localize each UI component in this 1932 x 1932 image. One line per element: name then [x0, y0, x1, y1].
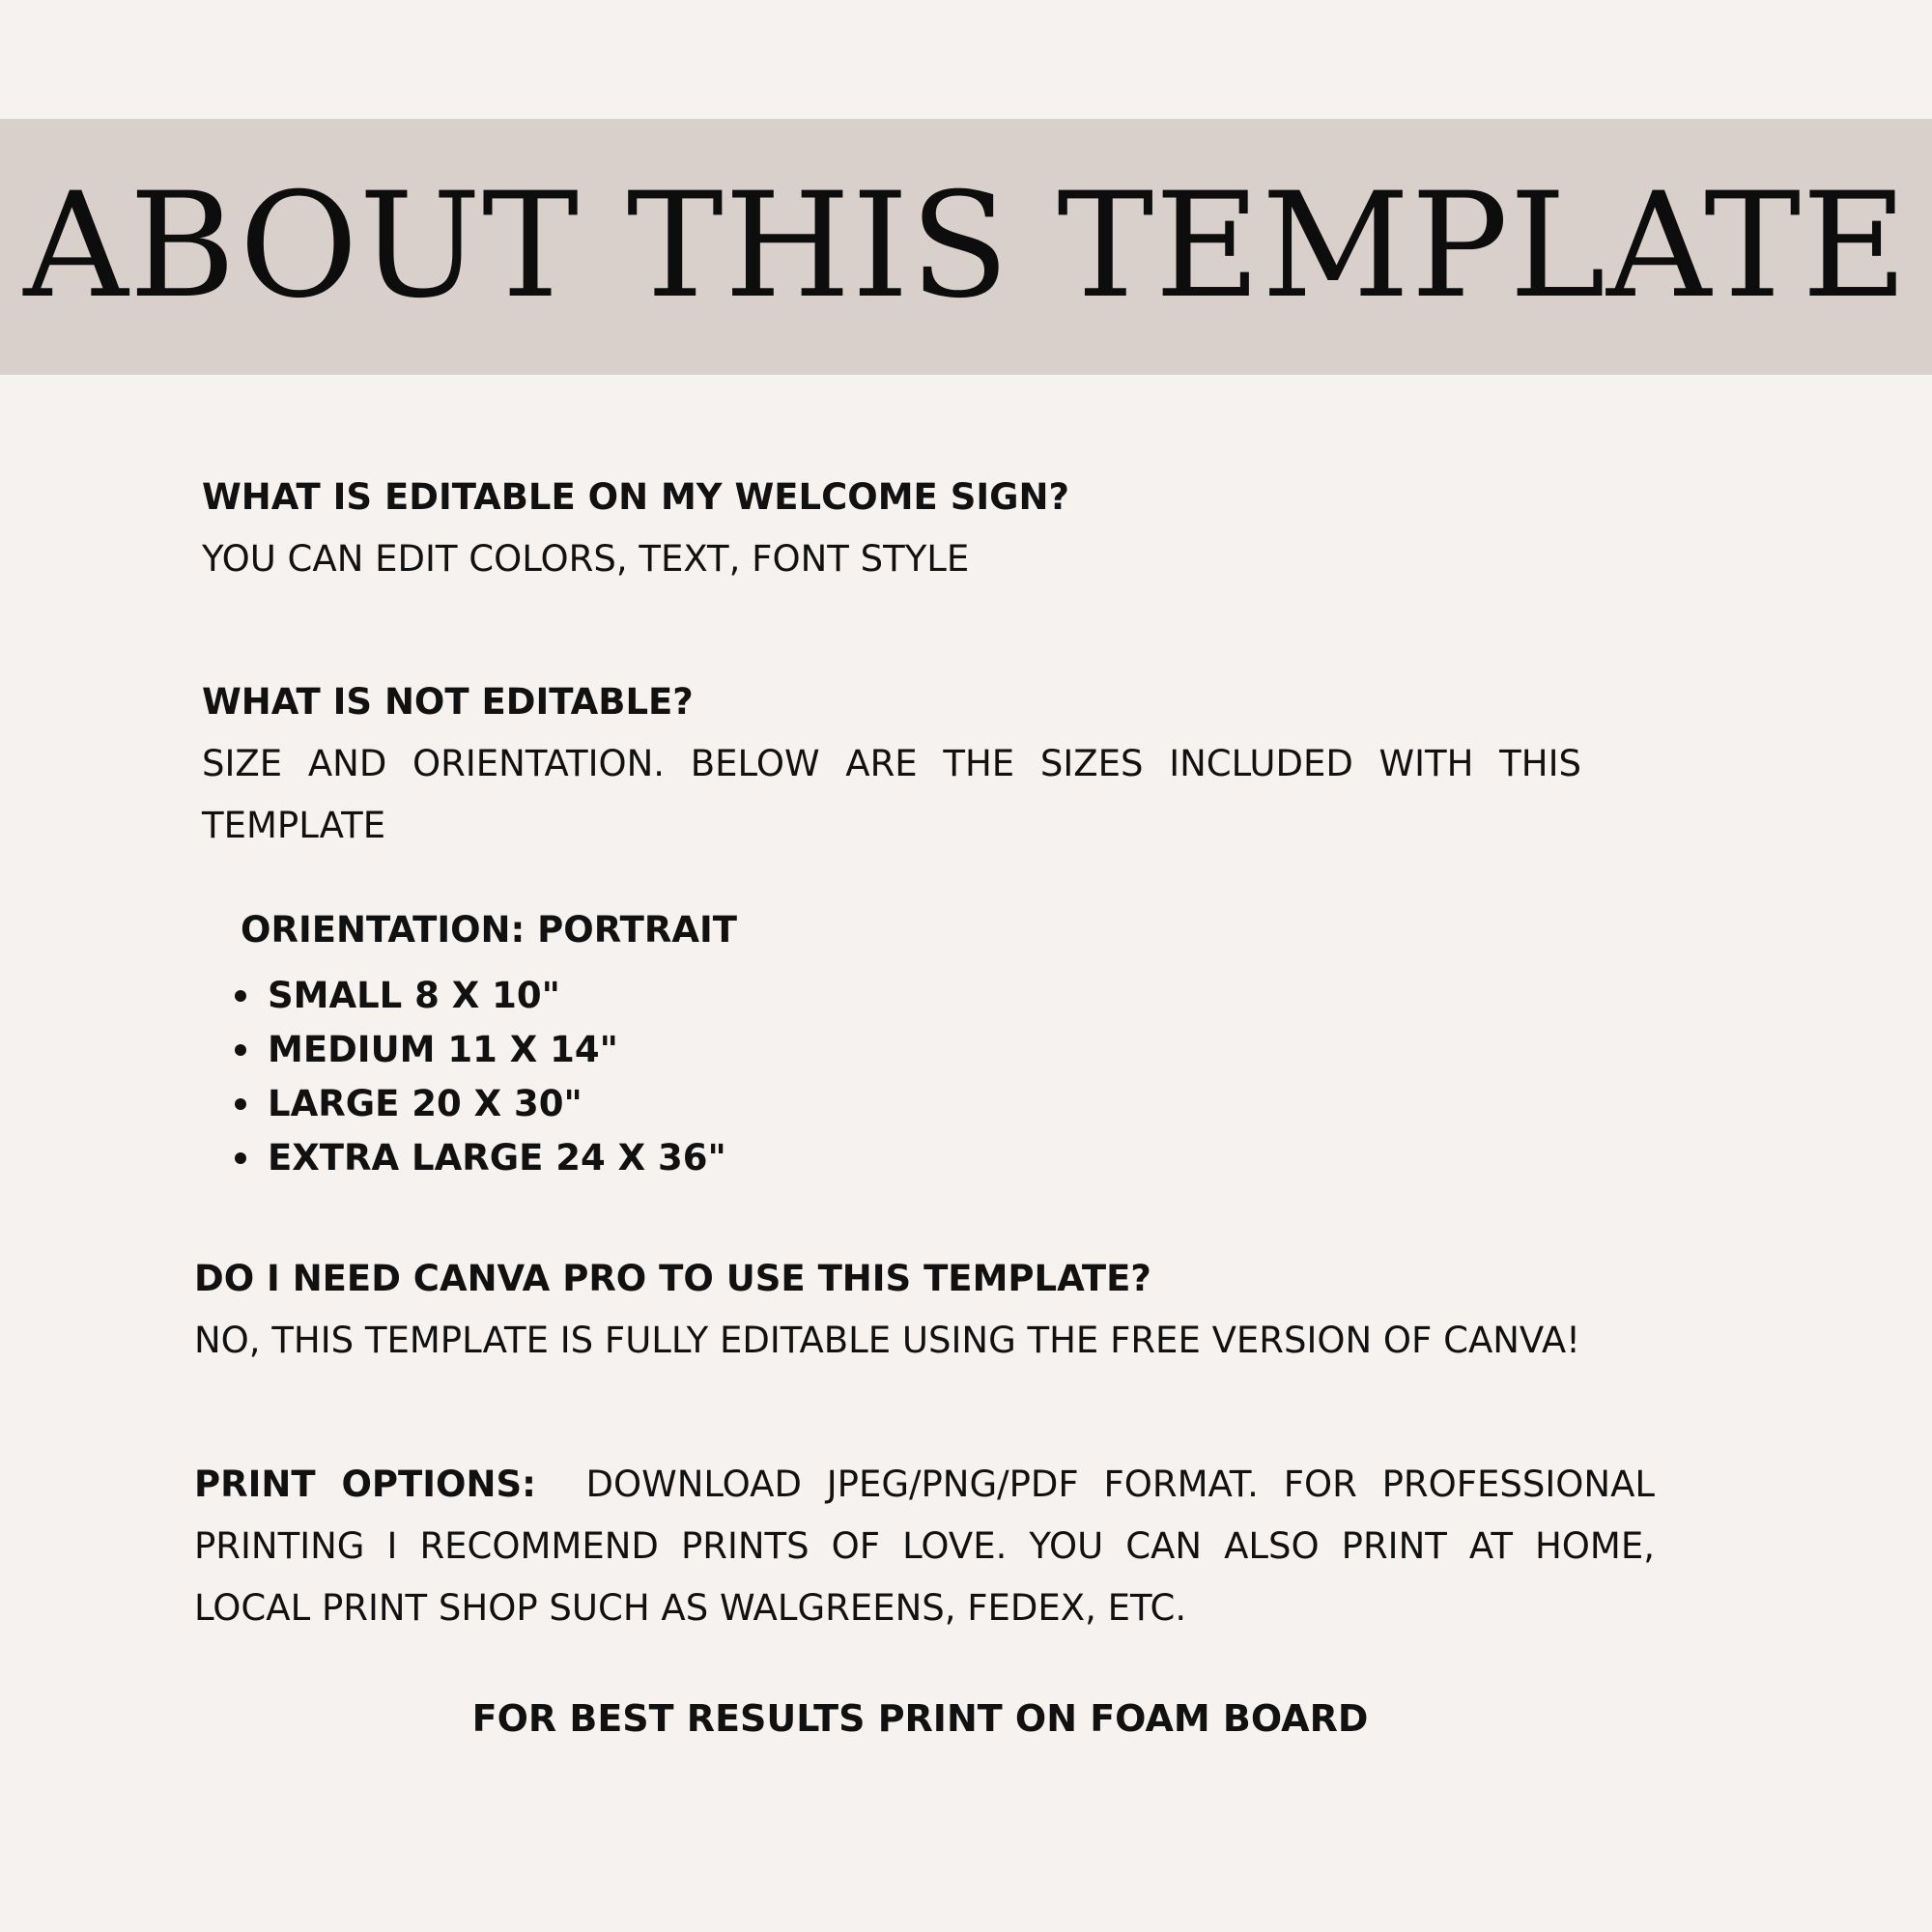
canva-pro-section	[194, 1248, 1662, 1372]
print-options-label: PRINT OPTIONS:	[194, 1463, 536, 1505]
orientation-label: ORIENTATION: PORTRAIT	[241, 909, 737, 951]
bullet-icon	[235, 1044, 246, 1056]
list-item	[233, 969, 726, 1023]
list-item	[233, 1023, 726, 1077]
size-label: SMALL 8 X 10"	[268, 975, 560, 1016]
canva-pro-answer: NO, THIS TEMPLATE IS FULLY EDITABLE USING THE FREE VERSION OF CANVA!	[194, 1320, 1581, 1361]
size-label: EXTRA LARGE 24 X 36"	[268, 1137, 726, 1179]
editable-answer: YOU CAN EDIT COLORS, TEXT, FONT STYLE	[202, 538, 970, 580]
editable-section	[202, 467, 1583, 590]
not-editable-question: WHAT IS NOT EDITABLE?	[202, 681, 694, 723]
bullet-icon	[235, 1152, 246, 1164]
canva-pro-question: DO I NEED CANVA PRO TO USE THIS TEMPLATE?	[194, 1258, 1151, 1299]
foam-board-note: FOR BEST RESULTS PRINT ON FOAM BOARD	[471, 1697, 1369, 1740]
bullet-icon	[235, 1098, 246, 1110]
list-item	[233, 1077, 726, 1131]
print-options-paragraph	[194, 1454, 1655, 1639]
bullet-icon	[235, 990, 246, 1002]
page-title: ABOUT THIS TEMPLATE	[23, 162, 1909, 330]
not-editable-answer: SIZE AND ORIENTATION. BELOW ARE THE SIZES INCLUDED WITH THIS TEMPLATE	[202, 743, 1581, 846]
size-label: LARGE 20 X 30"	[268, 1083, 582, 1124]
list-item	[233, 1131, 726, 1185]
print-options-text: DOWNLOAD JPEG/PNG/PDF FORMAT. FOR PROFESSIONAL PRINTING I RECOMMEND PRINTS OF LOVE. YOU CAN ALSO PRINT AT HOME, LOCAL PRINT SHOP SUCH AS WALGREENS, FEDEX, ETC.	[194, 1463, 1655, 1629]
not-editable-section	[202, 671, 1581, 857]
size-list	[233, 969, 726, 1185]
print-options-section	[194, 1454, 1655, 1639]
title-banner	[0, 119, 1932, 375]
size-label: MEDIUM 11 X 14"	[268, 1029, 618, 1070]
editable-question: WHAT IS EDITABLE ON MY WELCOME SIGN?	[202, 476, 1069, 518]
